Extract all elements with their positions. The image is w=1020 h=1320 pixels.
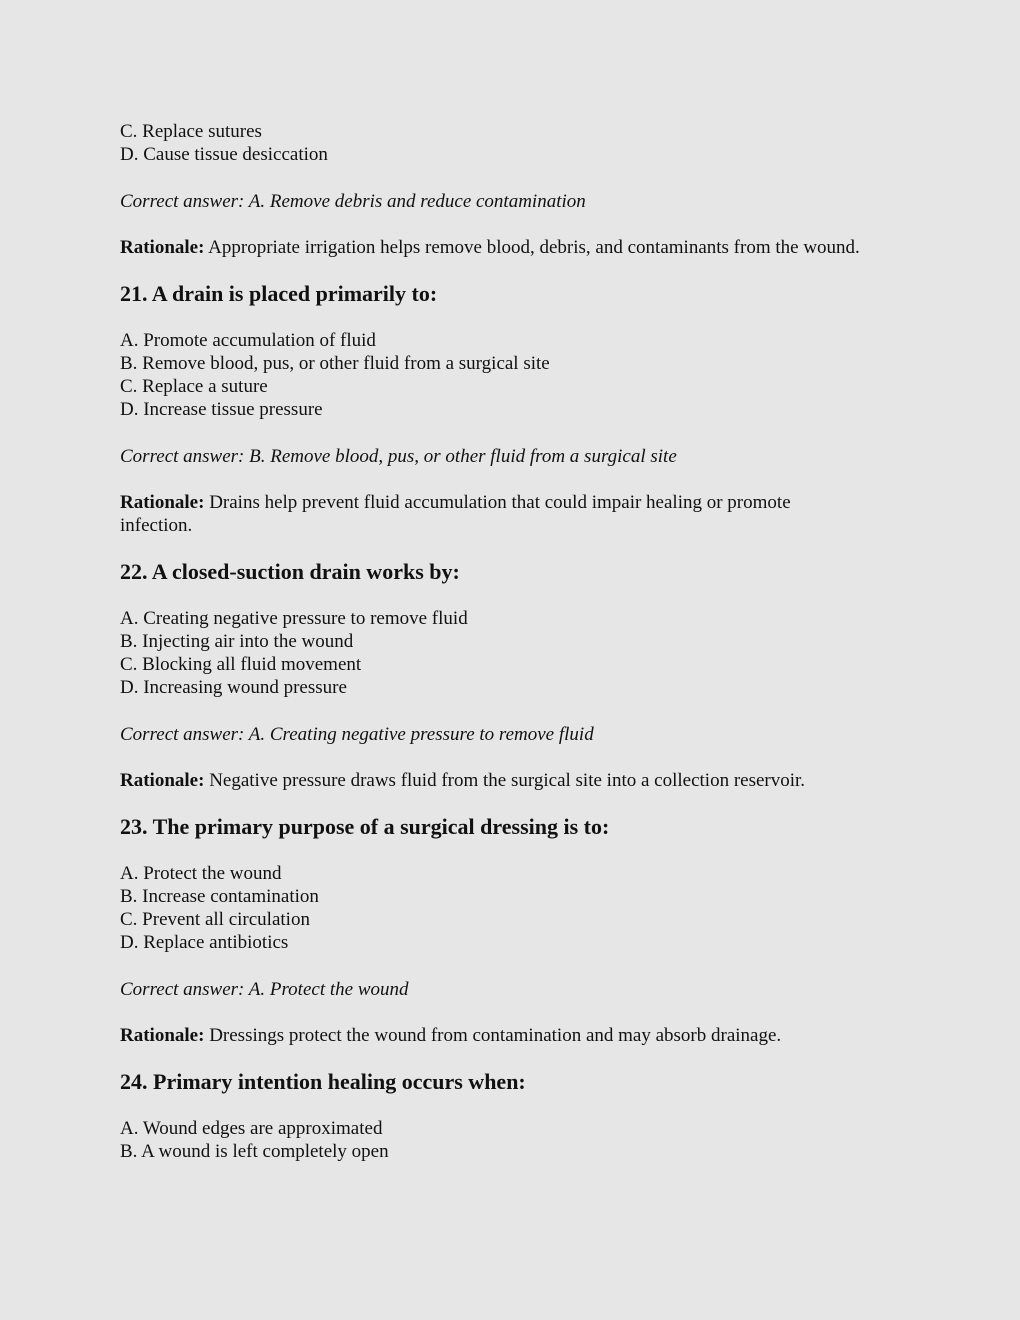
correct-answer: Correct answer: A. Creating negative pressure to remove fluid (120, 724, 594, 745)
option-b: B. Increase contamination (120, 886, 319, 907)
option-d: D. Increasing wound pressure (120, 677, 347, 698)
question-heading: 23. The primary purpose of a surgical dressing is to: (120, 814, 610, 839)
option-c: C. Replace a suture (120, 376, 268, 397)
option-b: B. Remove blood, pus, or other fluid from a surgical site (120, 353, 550, 374)
rationale-text: Drains help prevent fluid accumulation that could impair healing or promote infection. (120, 492, 791, 536)
question-24 (120, 1069, 900, 1163)
rationale (120, 491, 840, 537)
rationale-label: Rationale: (120, 770, 205, 791)
question-heading: 22. A closed-suction drain works by: (120, 559, 460, 584)
question-21 (120, 281, 900, 537)
rationale-text: Negative pressure draws fluid from the surgical site into a collection reservoir. (204, 770, 806, 791)
answer-options (120, 607, 900, 699)
rationale-text: Appropriate irrigation helps remove blood, debris, and contaminants from the wound. (204, 237, 860, 258)
answer-options (120, 862, 900, 954)
option-c: C. Prevent all circulation (120, 909, 310, 930)
correct-answer: Correct answer: A. Remove debris and reduce contamination (120, 191, 586, 212)
rationale-label: Rationale: (120, 237, 205, 258)
option-a: A. Promote accumulation of fluid (120, 330, 376, 351)
rationale (120, 236, 900, 259)
option-c: C. Blocking all fluid movement (120, 654, 362, 675)
question-heading: 24. Primary intention healing occurs when: (120, 1069, 526, 1094)
option-c: C. Replace sutures (120, 121, 262, 142)
rationale (120, 1024, 900, 1047)
rationale-label: Rationale: (120, 492, 205, 513)
option-b: B. A wound is left completely open (120, 1141, 389, 1162)
option-a: A. Protect the wound (120, 863, 282, 884)
correct-answer: Correct answer: A. Protect the wound (120, 979, 409, 1000)
option-b: B. Injecting air into the wound (120, 631, 354, 652)
answer-options (120, 1117, 900, 1163)
option-d: D. Increase tissue pressure (120, 399, 323, 420)
question-heading: 21. A drain is placed primarily to: (120, 281, 438, 306)
option-a: A. Creating negative pressure to remove fluid (120, 608, 468, 629)
option-d: D. Cause tissue desiccation (120, 144, 328, 165)
question-23 (120, 814, 900, 1047)
option-a: A. Wound edges are approximated (120, 1118, 383, 1139)
question-20-continued (120, 120, 900, 259)
rationale-label: Rationale: (120, 1025, 205, 1046)
answer-options (120, 329, 900, 421)
answer-options (120, 120, 900, 166)
rationale-text: Dressings protect the wound from contamination and may absorb drainage. (204, 1025, 782, 1046)
question-22 (120, 559, 900, 792)
option-d: D. Replace antibiotics (120, 932, 289, 953)
rationale (120, 769, 900, 792)
correct-answer: Correct answer: B. Remove blood, pus, or other fluid from a surgical site (120, 446, 677, 467)
